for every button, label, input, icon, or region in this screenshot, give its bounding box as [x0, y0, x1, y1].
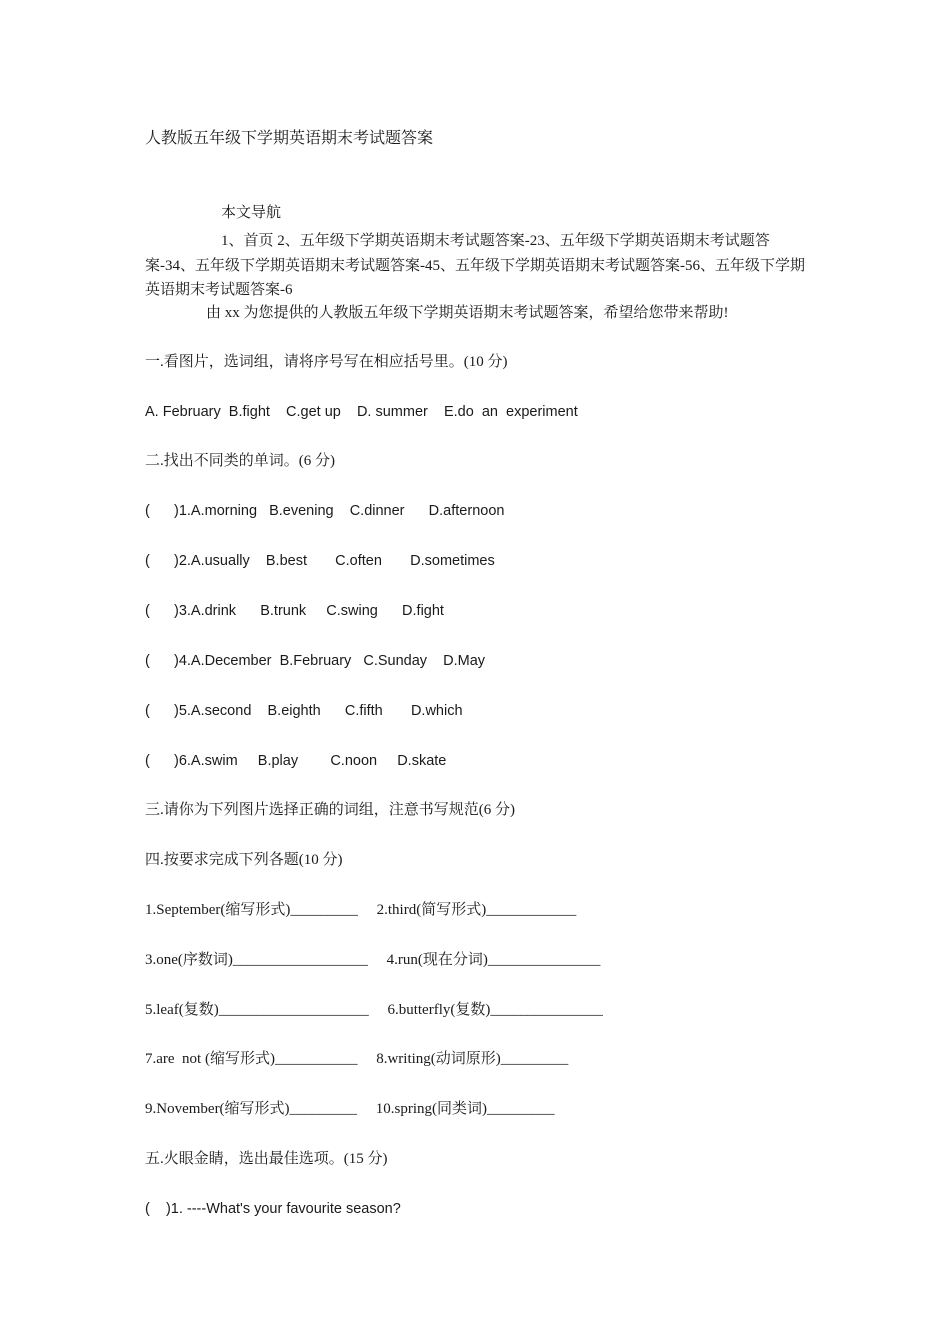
- section-1-heading: 一.看图片，选词组，请将序号写在相应括号里。(10 分): [145, 354, 508, 370]
- exercise-line: 9.November(缩写形式)_________ 10.spring(同类词)_________: [145, 1101, 555, 1117]
- section-4-heading: 四.按要求完成下列各题(10 分): [145, 852, 343, 868]
- section-3-heading: 三.请你为下列图片选择正确的词组，注意书写规范(6 分): [145, 802, 515, 818]
- section-2-heading: 二.找出不同类的单词。(6 分): [145, 453, 335, 469]
- question-line: ( )6.A.swim B.play C.noon D.skate: [145, 753, 447, 769]
- exercise-line: 1.September(缩写形式)_________ 2.third(简写形式)____________: [145, 902, 577, 918]
- question-line: ( )1. ----What's your favourite season?: [145, 1201, 401, 1217]
- nav-heading: 本文导航: [221, 205, 282, 221]
- question-line: ( )4.A.December B.February C.Sunday D.May: [145, 653, 486, 669]
- exercise-line: 3.one(序数词)__________________ 4.run(现在分词)_______________: [145, 952, 601, 968]
- exercise-line: 5.leaf(复数)____________________ 6.butterfly(复数)_______________: [145, 1002, 603, 1018]
- intro-text: 由 xx 为您提供的人教版五年级下学期英语期末考试题答案，希望给您带来帮助!: [206, 305, 729, 321]
- page-title: 人教版五年级下学期英语期末考试题答案: [145, 130, 434, 147]
- question-line: ( )2.A.usually B.best C.often D.sometimes: [145, 553, 495, 569]
- section-5-heading: 五.火眼金睛，选出最佳选项。(15 分): [145, 1151, 388, 1167]
- section-1-options: A. February B.fight C.get up D. summer E.do an experiment: [145, 404, 578, 420]
- nav-links: 1、首页 2、五年级下学期英语期末考试题答案-23、五年级下学期英语期末考试题答案-34、五年级下学期英语期末考试题答案-45、五年级下学期英语期末考试题答案-56、五年级下学期英语期末考试题答案-6: [145, 233, 805, 298]
- exercise-line: 7.are not (缩写形式)___________ 8.writing(动词原形)_________: [145, 1051, 569, 1067]
- question-line: ( )1.A.morning B.evening C.dinner D.afternoon: [145, 503, 505, 519]
- question-line: ( )5.A.second B.eighth C.fifth D.which: [145, 703, 463, 719]
- question-line: ( )3.A.drink B.trunk C.swing D.fight: [145, 603, 444, 619]
